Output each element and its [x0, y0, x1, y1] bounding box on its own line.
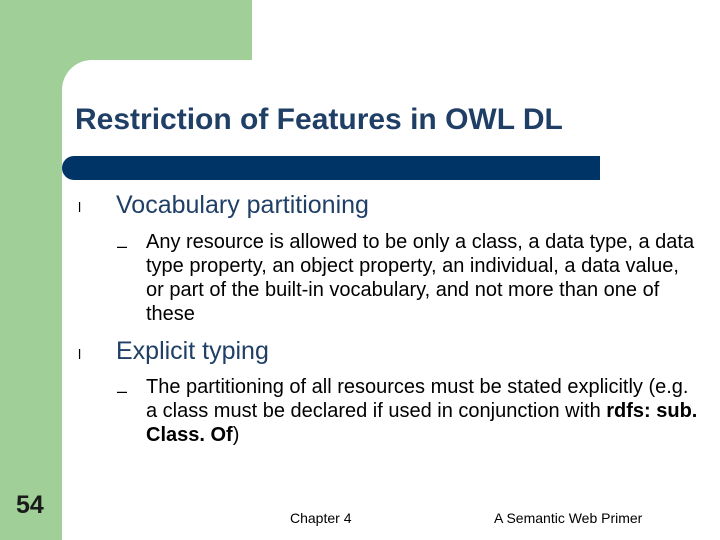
explicit-typing-text: The partitioning of all resources must be stated explicitly (e.g. a class must be declared if used in conjunction with	[146, 376, 689, 422]
footer-chapter: Chapter 4	[290, 510, 352, 526]
slide-number: 54	[16, 491, 44, 519]
bullet-explicit-typing: Explicit typing	[116, 337, 269, 365]
sub-bullet-dash: –	[117, 381, 128, 401]
rdfs-subclassof-term: rdfs: sub. Class. Of	[146, 400, 698, 446]
sub-bullet-dash: –	[117, 236, 128, 256]
bullet-marker: l	[78, 346, 82, 362]
closing-paren: )	[232, 424, 240, 446]
slide-title: Restriction of Features in OWL DL	[75, 103, 563, 136]
vocabulary-partitioning-detail: Any resource is allowed to be only a class, a data type, a data type property, an object property, an individual, a data value, or part of the built-in vocabulary, and not more than one of these	[146, 231, 695, 325]
bullet-vocabulary-partitioning: Vocabulary partitioning	[116, 191, 369, 219]
title-underline-bar	[62, 156, 600, 180]
footer-book-title: A Semantic Web Primer	[494, 510, 643, 526]
explicit-typing-detail	[146, 375, 701, 447]
bullet-marker: l	[78, 199, 82, 215]
